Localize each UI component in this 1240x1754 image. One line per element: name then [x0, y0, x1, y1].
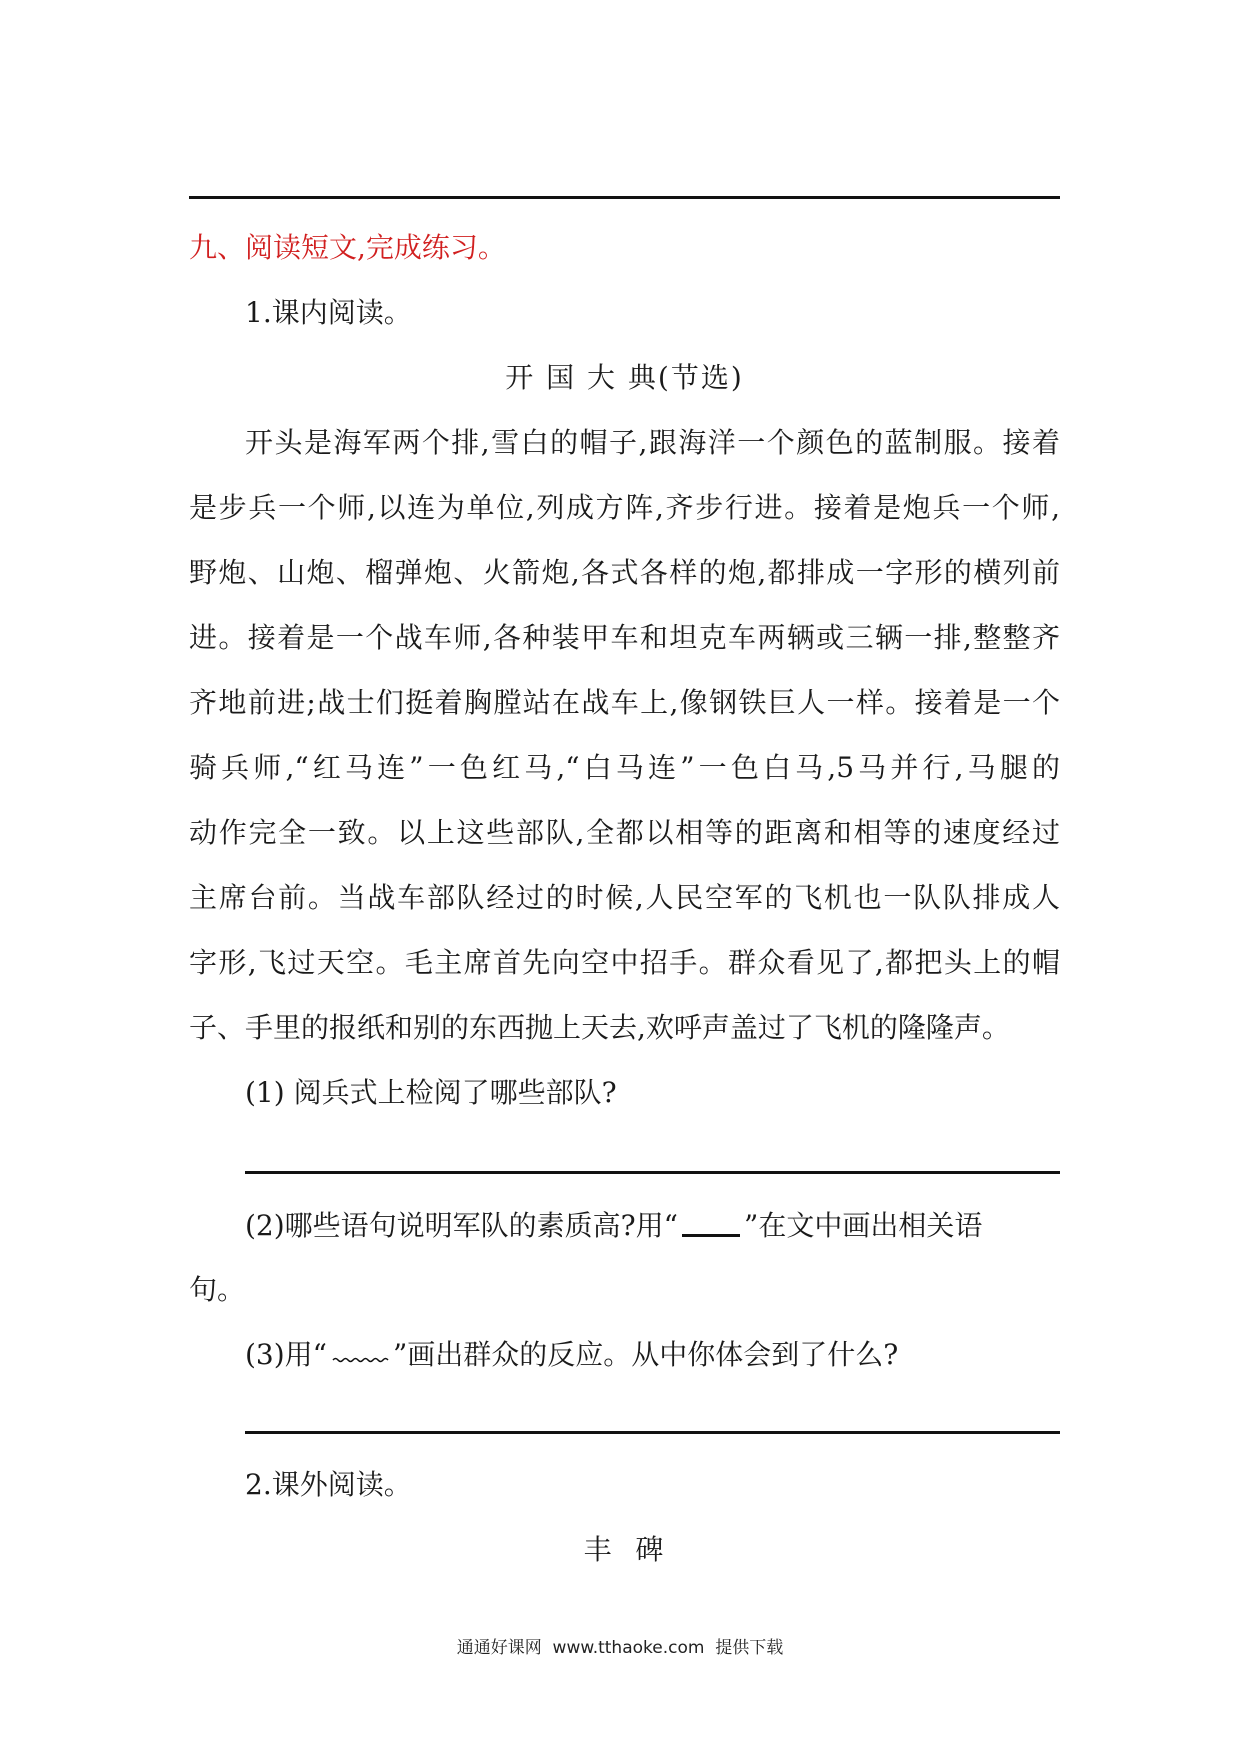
paragraph-line: 主席台前。当战车部队经过的时候,人民空军的飞机也一队队排成人	[189, 881, 1060, 914]
section-title: 九、阅读短文,完成练习。	[189, 231, 506, 264]
header-rule	[189, 196, 1060, 199]
question-2-continued: 句。	[189, 1273, 246, 1306]
straight-underline-symbol	[682, 1208, 740, 1237]
paragraph-line: 野炮、山炮、榴弹炮、火箭炮,各式各样的炮,都排成一字形的横列前	[189, 556, 1060, 589]
part1-heading: 1.课内阅读。	[245, 296, 412, 329]
paragraph-line: 齐地前进;战士们挺着胸膛站在战车上,像钢铁巨人一样。接着是一个	[189, 686, 1060, 719]
paragraph-line: 子、手里的报纸和别的东西抛上天去,欢呼声盖过了飞机的隆隆声。	[189, 1011, 1010, 1044]
part2-title: 丰 碑	[583, 1533, 666, 1566]
question-3-text-end: ”画出群众的反应。从中你体会到了什么?	[392, 1338, 899, 1371]
question-3-text-start: (3)用“	[245, 1338, 327, 1371]
paragraph-line: 是步兵一个师,以连为单位,列成方阵,齐步行进。接着是炮兵一个师,	[189, 491, 1060, 524]
paragraph-line: 骑兵师,“红马连”一色红马,“白马连”一色白马,5马并行,马腿的	[189, 751, 1060, 784]
question-2-text-start: (2)哪些语句说明军队的素质高?用“	[245, 1209, 678, 1242]
answer-line-3[interactable]	[245, 1431, 1060, 1434]
part2-heading: 2.课外阅读。	[245, 1468, 412, 1501]
passage-title: 开 国 大 典(节选)	[505, 361, 744, 394]
wavy-underline-symbol	[331, 1336, 389, 1362]
paragraph-line: 字形,飞过天空。毛主席首先向空中招手。群众看见了,都把头上的帽	[189, 946, 1060, 979]
question-1: (1) 阅兵式上检阅了哪些部队?	[245, 1076, 617, 1109]
question-3	[245, 1335, 898, 1375]
question-2-text-end: ”在文中画出相关语	[744, 1209, 983, 1242]
paragraph-line: 动作完全一致。以上这些部队,全都以相等的距离和相等的速度经过	[189, 816, 1060, 849]
paragraph-line: 进。接着是一个战车师,各种装甲车和坦克车两辆或三辆一排,整整齐	[189, 621, 1060, 654]
question-2	[245, 1206, 982, 1246]
footer-credit: 通通好课网 www.tthaoke.com 提供下载	[456, 1638, 784, 1658]
paragraph-line: 开头是海军两个排,雪白的帽子,跟海洋一个颜色的蓝制服。接着	[245, 426, 1060, 459]
answer-line-1[interactable]	[245, 1171, 1060, 1174]
